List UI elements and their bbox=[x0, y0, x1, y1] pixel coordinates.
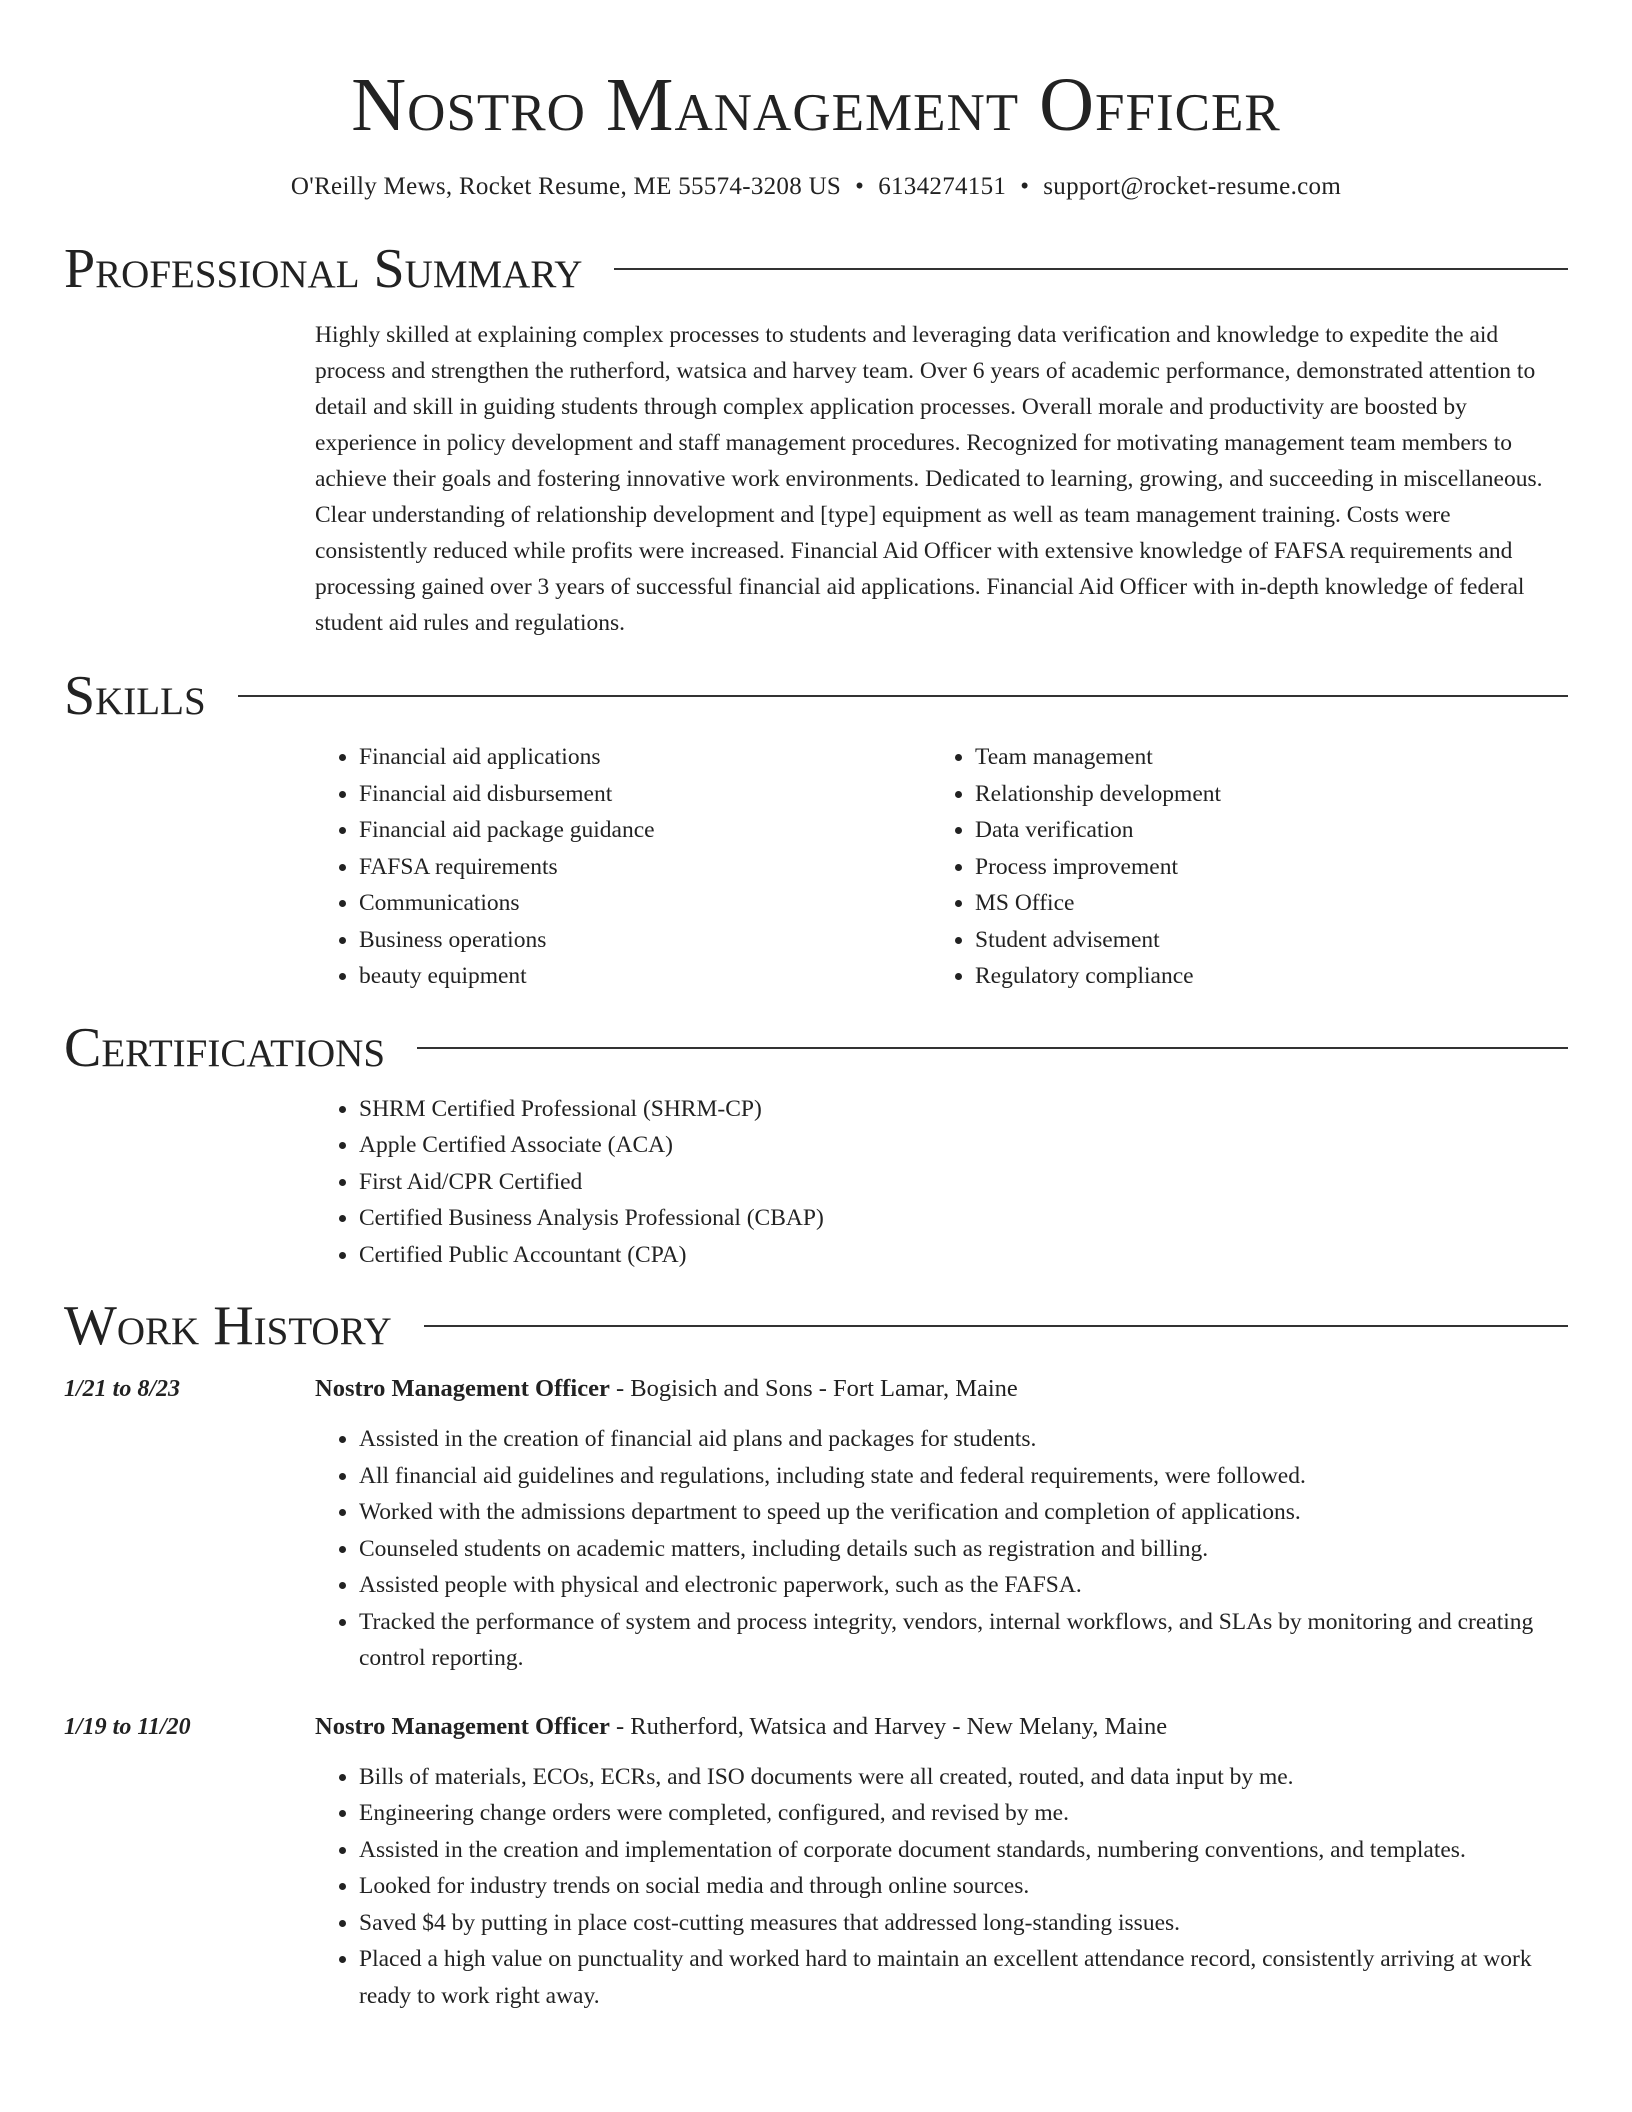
skill-item: • Business operations bbox=[359, 922, 931, 959]
job-dates: 1/21 to 8/23 bbox=[64, 1376, 181, 1402]
phone: 6134274151 bbox=[878, 173, 1007, 200]
job-bullets bbox=[315, 1421, 1568, 1677]
certification-item: • Apple Certified Associate (ACA) bbox=[359, 1127, 1568, 1164]
skill-item: • Financial aid disbursement bbox=[359, 776, 931, 813]
section-title-certifications: Certifications bbox=[64, 1016, 386, 1079]
separator-dot: • bbox=[1020, 173, 1030, 200]
job-entry bbox=[64, 1709, 1568, 2015]
job-heading bbox=[315, 1709, 1568, 1745]
section-title-summary: Professional Summary bbox=[64, 238, 583, 300]
skill-item: • Process improvement bbox=[975, 849, 1547, 886]
address: O'Reilly Mews, Rocket Resume, ME 55574-3208 US bbox=[290, 173, 842, 200]
certifications-section bbox=[315, 1091, 1568, 1274]
candidate-name: Nostro Management Officer bbox=[351, 63, 1281, 147]
section-title-skills: Skills bbox=[64, 665, 206, 727]
job-details bbox=[315, 1709, 1568, 2015]
skill-item: • Team management bbox=[975, 739, 1547, 776]
job-details bbox=[315, 1371, 1568, 1677]
job-bullet: • Placed a high value on punctuality and worked hard to maintain an excellent attendance record, consistently arriving at work ready to work right away. bbox=[359, 1941, 1568, 2014]
job-bullet: • Assisted in the creation and implementation of corporate document standards, numbering conventions, and templates. bbox=[359, 1832, 1568, 1869]
skill-item: • FAFSA requirements bbox=[359, 849, 931, 886]
separator-dot: • bbox=[855, 173, 865, 200]
job-bullet: • Tracked the performance of system and process integrity, vendors, internal workflows, and SLAs by monitoring and creating control reporting. bbox=[359, 1604, 1568, 1677]
job-bullet: • Looked for industry trends on social media and through online sources. bbox=[359, 1868, 1568, 1905]
certification-item: • First Aid/CPR Certified bbox=[359, 1164, 1568, 1201]
certification-item: • SHRM Certified Professional (SHRM-CP) bbox=[359, 1091, 1568, 1128]
summary-section bbox=[315, 317, 1568, 641]
email: support@rocket-resume.com bbox=[1043, 173, 1342, 200]
skills-section-header bbox=[64, 663, 1568, 729]
job-bullets bbox=[315, 1759, 1568, 2015]
skill-item: • Communications bbox=[359, 885, 931, 922]
skill-item: • Financial aid package guidance bbox=[359, 812, 931, 849]
summary-text: Highly skilled at explaining complex processes to students and leveraging data verification and knowledge to expedite the aid process and strengthen the rutherford, watsica and harvey team. Over 6 years of academic performance, demonstrated attention to detail and skill in guiding students through complex application processes. Overall morale and productivity are boosted by experience in policy development and staff management procedures. Recognized for motivating management team members to achieve their goals and fostering innovative work environments. Dedicated to learning, growing, and succeeding in miscellaneous. Clear understanding of relationship development and [type] equipment as well as team management training. Costs were consistently reduced while profits were increased. Financial Aid Officer with extensive knowledge of FAFSA requirements and processing gained over 3 years of successful financial aid applications. Financial Aid Officer with in-depth knowledge of federal student aid rules and regulations. bbox=[315, 322, 1543, 636]
skills-column-right bbox=[931, 739, 1547, 995]
job-bullet: • Assisted in the creation of financial aid plans and packages for students. bbox=[359, 1421, 1568, 1458]
certifications-section-header bbox=[64, 1015, 1568, 1081]
certification-item: • Certified Public Accountant (CPA) bbox=[359, 1237, 1568, 1274]
job-bullet: • Worked with the admissions department to speed up the verification and completion of applications. bbox=[359, 1494, 1568, 1531]
job-employer: - Bogisich and Sons - Fort Lamar, Maine bbox=[609, 1375, 1018, 1402]
section-title-work-history: Work History bbox=[64, 1295, 392, 1357]
skill-item: • Relationship development bbox=[975, 776, 1547, 813]
skill-item: • Regulatory compliance bbox=[975, 958, 1547, 995]
skill-item: • beauty equipment bbox=[359, 958, 931, 995]
section-divider bbox=[238, 695, 1568, 697]
summary-section-header bbox=[64, 236, 1568, 302]
job-title: Nostro Management Officer bbox=[315, 1375, 610, 1402]
work-history-section bbox=[64, 1371, 1568, 2014]
job-entry bbox=[64, 1371, 1568, 1677]
job-employer: - Rutherford, Watsica and Harvey - New Melany, Maine bbox=[609, 1712, 1168, 1740]
contact-line bbox=[64, 172, 1568, 202]
skill-item: • Student advisement bbox=[975, 922, 1547, 959]
skill-item: • Financial aid applications bbox=[359, 739, 931, 776]
job-bullet: • Counseled students on academic matters, including details such as registration and billing. bbox=[359, 1531, 1568, 1568]
resume-page bbox=[64, 0, 1568, 2014]
work-history-section-header bbox=[64, 1293, 1568, 1359]
section-divider bbox=[614, 268, 1568, 270]
certification-item: • Certified Business Analysis Professional (CBAP) bbox=[359, 1200, 1568, 1237]
section-divider bbox=[424, 1325, 1568, 1327]
job-bullet: • Bills of materials, ECOs, ECRs, and ISO documents were all created, routed, and data input by me. bbox=[359, 1759, 1568, 1796]
job-bullet: • All financial aid guidelines and regulations, including state and federal requirements, were followed. bbox=[359, 1458, 1568, 1495]
job-bullet: • Assisted people with physical and electronic paperwork, such as the FAFSA. bbox=[359, 1567, 1568, 1604]
job-heading bbox=[315, 1371, 1568, 1407]
job-title: Nostro Management Officer bbox=[315, 1712, 610, 1740]
skills-section bbox=[315, 739, 1568, 995]
job-dates: 1/19 to 11/20 bbox=[64, 1713, 191, 1740]
skills-column-left bbox=[315, 739, 931, 995]
skill-item: • MS Office bbox=[975, 885, 1547, 922]
skill-item: • Data verification bbox=[975, 812, 1547, 849]
section-divider bbox=[417, 1047, 1568, 1049]
job-bullet: • Engineering change orders were completed, configured, and revised by me. bbox=[359, 1795, 1568, 1832]
job-bullet: • Saved $4 by putting in place cost-cutting measures that addressed long-standing issues. bbox=[359, 1905, 1568, 1942]
